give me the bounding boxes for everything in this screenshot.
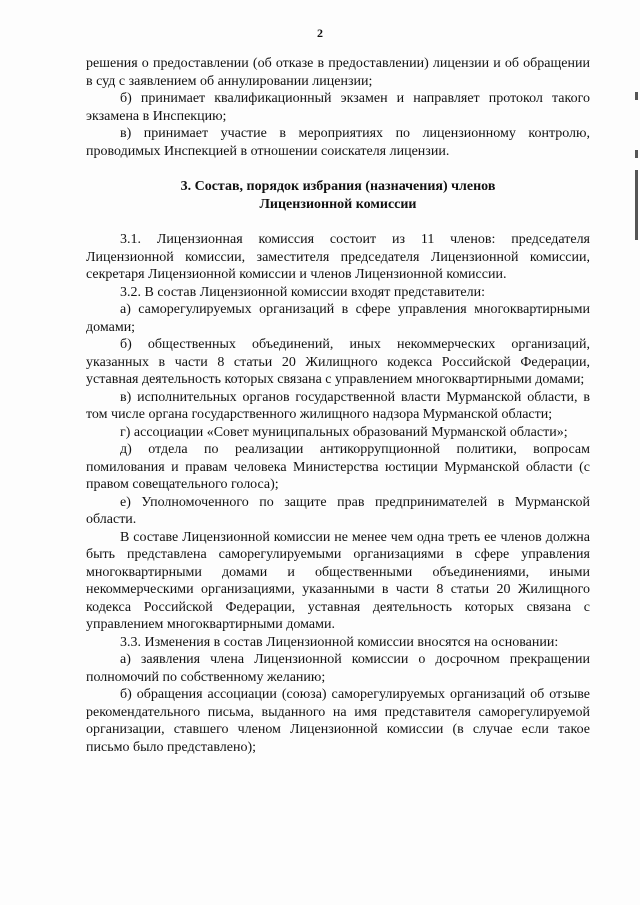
section-heading (86, 178, 590, 213)
paragraph-composition-requirement: В составе Лицензионной комиссии не менее чем одна треть ее членов должна быть представлена саморегулируемыми организациями в сфере управления многоквартирными домами и общественными объединениями, иными некоммерческими организациями, указанными в части 8 статьи 20 Жилищного кодекса Российской Федерации, уставная деятельность которых связана с управлением многоквартирными домами. (86, 529, 590, 632)
paragraph-3-3: 3.3. Изменения в состав Лицензионной комиссии вносятся на основании: (120, 634, 559, 650)
paragraph-3-3-a: а) заявления члена Лицензионной комиссии о досрочном прекращении полномочий по собственному желанию; (86, 652, 590, 685)
paragraph-3-2: 3.2. В состав Лицензионной комиссии входят представители: (120, 284, 486, 300)
scan-edge-mark (635, 150, 638, 158)
paragraph-3-2-g: г) ассоциации «Совет муниципальных образований Мурманской области»; (120, 424, 568, 440)
section-heading-line1: 3. Состав, порядок избрания (назначения) членов (180, 179, 496, 194)
section-heading-line2: Лицензионной комиссии (259, 196, 417, 212)
paragraph-continuation: решения о предоставлении (об отказе в предоставлении) лицензии и об обращении в суд с заявлением об аннулировании лицензии; (86, 56, 590, 89)
paragraph-3-3-b: б) обращения ассоциации (союза) саморегулируемых организаций об отзыве рекомендательного письма, выданного на имя представителя саморегулируемой организации, ставшего членом Лицензионной комиссии (в случае если такое письмо было представлено); (86, 687, 590, 755)
paragraph-item-v: в) принимает участие в мероприятиях по лицензионному контролю, проводимых Инспекцией в отношении соискателя лицензии. (86, 126, 590, 159)
paragraph-3-1: 3.1. Лицензионная комиссия состоит из 11 членов: председателя Лицензионной комиссии, заместителя председателя Лицензионной комиссии, секретаря Лицензионной комиссии и членов Лицензионной комиссии. (86, 232, 590, 282)
paragraph-3-2-v: в) исполнительных органов государственной власти Мурманской области, в том числе органа государственного жилищного надзора Мурманской области; (86, 389, 590, 422)
scan-edge-mark (635, 170, 638, 240)
scan-edge-mark (635, 92, 638, 100)
page-number: 2 (317, 26, 323, 40)
document-body (86, 55, 590, 756)
paragraph-3-2-e: е) Уполномоченного по защите прав предпринимателей в Мурманской области. (86, 494, 590, 527)
paragraph-3-2-b: б) общественных объединений, иных некоммерческих организаций, указанных в части 8 статьи 20 Жилищного кодекса Российской Федерации, уставная деятельность которых связана с управлением многоквартирными домами; (86, 337, 590, 387)
paragraph-3-2-a: а) саморегулируемых организаций в сфере управления многоквартирными домами; (86, 302, 590, 335)
paragraph-item-b: б) принимает квалификационный экзамен и направляет протокол такого экзамена в Инспекцию; (86, 91, 590, 124)
paragraph-3-2-d: д) отдела по реализации антикоррупционной политики, вопросам помилования и правам человека Министерства юстиции Мурманской области (с правом совещательного голоса); (86, 442, 590, 492)
